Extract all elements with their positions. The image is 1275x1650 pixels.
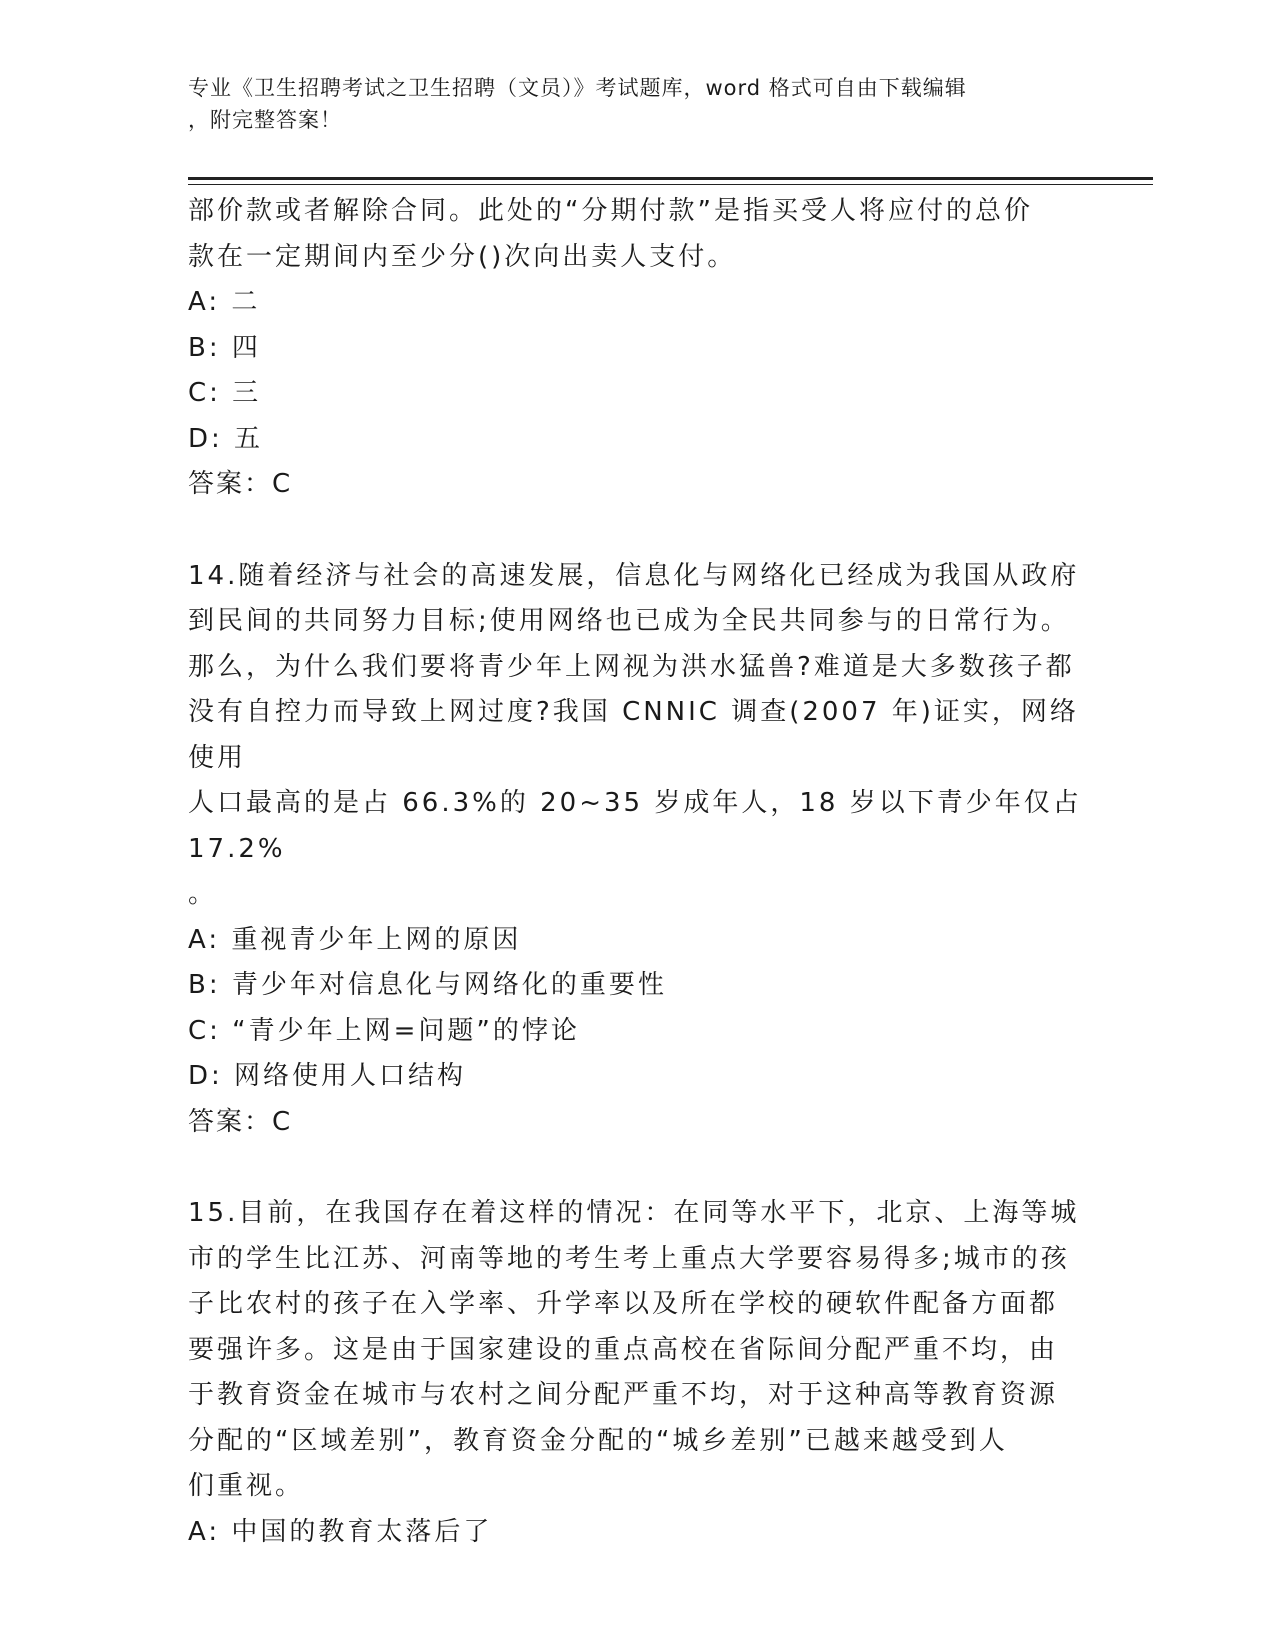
question-14	[188, 554, 1088, 1146]
question-stem: 14.随着经济与社会的高速发展，信息化与网络化已经成为我国从政府 到民间的共同努力目标;使用网络也已成为全民共同参与的日常行为。 那么，为什么我们要将青少年上网视为洪水猛兽?难道是大多数孩子都 没有自控力而导致上网过度?我国 CNNIC 调查(2007 年)证实，网络使用 人口最高的是占 66.3%的 20~35 岁成年人，18 岁以下青少年仅占 17.2% 。	[188, 560, 1082, 909]
option-a: A: 重视青少年上网的原因	[188, 924, 522, 955]
answer-line: 答案：C	[188, 469, 293, 499]
document-header: 专业《卫生招聘考试之卫生招聘（文员）》考试题库，word 格式可自由下载编辑 ，附完整答案！	[188, 76, 967, 132]
option-d: D: 网络使用人口结构	[188, 1061, 467, 1091]
option-a: A: 中国的教育太落后了	[188, 1516, 493, 1547]
question-stem: 部价款或者解除合同。此处的“分期付款”是指买受人将应付的总价 款在一定期间内至少分()次向出卖人支付。	[188, 196, 1033, 272]
option-d: D: 五	[188, 423, 264, 454]
question-stem: 15.目前，在我国存在着这样的情况：在同等水平下，北京、上海等城 市的学生比江苏、河南等地的考生考上重点大学要容易得多;城市的孩 子比农村的孩子在入学率、升学率以及所在学校的硬软件配备方面都 要强许多。这是由于国家建设的重点高校在省际间分配严重不均，由 于教育资金在城市与农村之间分配严重不均，对于这种高等教育资源 分配的“区域差别”，教育资金分配的“城乡差别”已越来越受到人 们重视。	[188, 1198, 1080, 1501]
option-c: C: 三	[188, 378, 262, 408]
option-b: B: 四	[188, 332, 261, 363]
question-13	[188, 189, 1088, 508]
header-rule-thick	[188, 177, 1153, 180]
spacer	[188, 508, 1088, 554]
header-rule-thin	[188, 184, 1153, 185]
question-15	[188, 1191, 1088, 1555]
option-c: C: “青少年上网=问题”的悖论	[188, 1015, 580, 1046]
option-a: A: 二	[188, 287, 261, 317]
spacer	[188, 1145, 1088, 1191]
option-b: B: 青少年对信息化与网络化的重要性	[188, 970, 667, 1000]
answer-line: 答案：C	[188, 1106, 293, 1137]
document-body	[188, 189, 1088, 1555]
